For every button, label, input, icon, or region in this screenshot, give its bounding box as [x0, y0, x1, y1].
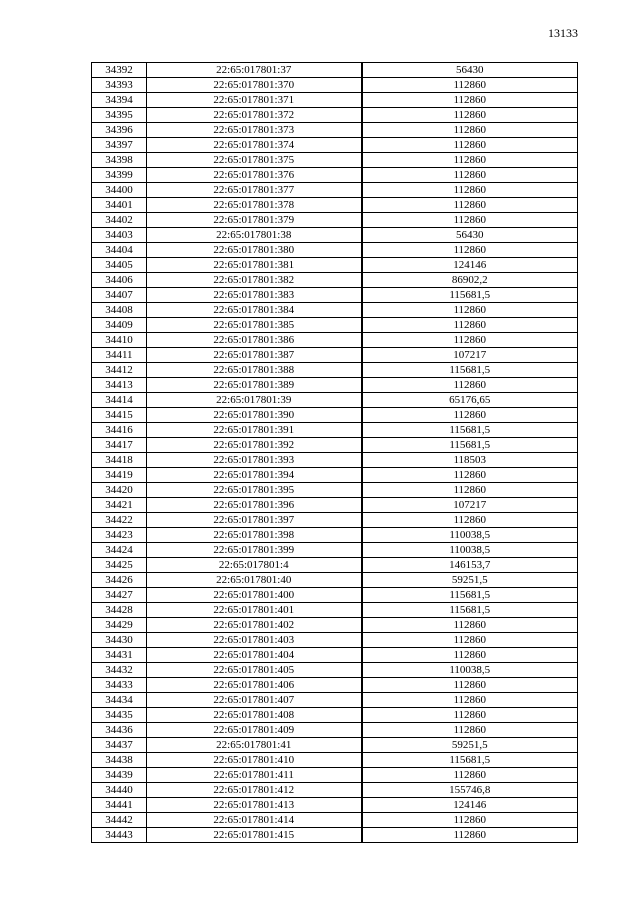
value-cell: 112860	[362, 768, 578, 783]
cadastral-number-cell: 22:65:017801:398	[147, 528, 362, 543]
value-cell: 112860	[362, 378, 578, 393]
cadastral-number-cell: 22:65:017801:396	[147, 498, 362, 513]
value-cell: 115681,5	[362, 363, 578, 378]
table-row	[92, 618, 578, 633]
value-cell: 112860	[362, 693, 578, 708]
row-number-cell: 34397	[92, 138, 147, 153]
cadastral-number-cell: 22:65:017801:403	[147, 633, 362, 648]
value-cell: 112860	[362, 303, 578, 318]
cadastral-number-cell: 22:65:017801:375	[147, 153, 362, 168]
row-number-cell: 34415	[92, 408, 147, 423]
table-row	[92, 663, 578, 678]
row-number-cell: 34419	[92, 468, 147, 483]
value-cell: 112860	[362, 468, 578, 483]
row-number-cell: 34440	[92, 783, 147, 798]
row-number-cell: 34399	[92, 168, 147, 183]
cadastral-number-cell: 22:65:017801:383	[147, 288, 362, 303]
cadastral-number-cell: 22:65:017801:387	[147, 348, 362, 363]
cadastral-number-cell: 22:65:017801:400	[147, 588, 362, 603]
table-row	[92, 273, 578, 288]
table-row	[92, 438, 578, 453]
row-number-cell: 34412	[92, 363, 147, 378]
table-row	[92, 633, 578, 648]
row-number-cell: 34437	[92, 738, 147, 753]
table-row	[92, 648, 578, 663]
value-cell: 112860	[362, 93, 578, 108]
row-number-cell: 34393	[92, 78, 147, 93]
table-row	[92, 168, 578, 183]
cadastral-number-cell: 22:65:017801:374	[147, 138, 362, 153]
value-cell: 155746,8	[362, 783, 578, 798]
row-number-cell: 34442	[92, 813, 147, 828]
value-cell: 112860	[362, 618, 578, 633]
table-row	[92, 453, 578, 468]
table-row	[92, 78, 578, 93]
cadastral-number-cell: 22:65:017801:392	[147, 438, 362, 453]
value-cell: 146153,7	[362, 558, 578, 573]
cadastral-number-cell: 22:65:017801:404	[147, 648, 362, 663]
table-row	[92, 363, 578, 378]
row-number-cell: 34422	[92, 513, 147, 528]
cadastral-number-cell: 22:65:017801:412	[147, 783, 362, 798]
cadastral-number-cell: 22:65:017801:373	[147, 123, 362, 138]
table-row	[92, 723, 578, 738]
row-number-cell: 34434	[92, 693, 147, 708]
cadastral-number-cell: 22:65:017801:390	[147, 408, 362, 423]
table-row	[92, 543, 578, 558]
row-number-cell: 34416	[92, 423, 147, 438]
table-row	[92, 93, 578, 108]
cadastral-number-cell: 22:65:017801:382	[147, 273, 362, 288]
value-cell: 124146	[362, 798, 578, 813]
value-cell: 112860	[362, 483, 578, 498]
row-number-cell: 34420	[92, 483, 147, 498]
row-number-cell: 34398	[92, 153, 147, 168]
table-row	[92, 198, 578, 213]
table-row	[92, 378, 578, 393]
row-number-cell: 34432	[92, 663, 147, 678]
row-number-cell: 34426	[92, 573, 147, 588]
cadastral-number-cell: 22:65:017801:393	[147, 453, 362, 468]
cadastral-number-cell: 22:65:017801:41	[147, 738, 362, 753]
table-row	[92, 513, 578, 528]
cadastral-number-cell: 22:65:017801:395	[147, 483, 362, 498]
value-cell: 107217	[362, 348, 578, 363]
row-number-cell: 34435	[92, 708, 147, 723]
value-cell: 112860	[362, 828, 578, 843]
row-number-cell: 34406	[92, 273, 147, 288]
cadastral-number-cell: 22:65:017801:38	[147, 228, 362, 243]
row-number-cell: 34425	[92, 558, 147, 573]
value-cell: 112860	[362, 408, 578, 423]
row-number-cell: 34394	[92, 93, 147, 108]
cadastral-number-cell: 22:65:017801:37	[147, 63, 362, 78]
value-cell: 112860	[362, 78, 578, 93]
value-cell: 124146	[362, 258, 578, 273]
row-number-cell: 34439	[92, 768, 147, 783]
value-cell: 112860	[362, 213, 578, 228]
table-row	[92, 153, 578, 168]
table-row	[92, 303, 578, 318]
cadastral-number-cell: 22:65:017801:389	[147, 378, 362, 393]
cadastral-number-cell: 22:65:017801:381	[147, 258, 362, 273]
row-number-cell: 34427	[92, 588, 147, 603]
row-number-cell: 34417	[92, 438, 147, 453]
cadastral-number-cell: 22:65:017801:40	[147, 573, 362, 588]
cadastral-number-cell: 22:65:017801:385	[147, 318, 362, 333]
table-row	[92, 783, 578, 798]
table-row	[92, 393, 578, 408]
cadastral-number-cell: 22:65:017801:415	[147, 828, 362, 843]
value-cell: 112860	[362, 183, 578, 198]
table-row	[92, 348, 578, 363]
value-cell: 110038,5	[362, 528, 578, 543]
value-cell: 112860	[362, 708, 578, 723]
row-number-cell: 34396	[92, 123, 147, 138]
table-row	[92, 213, 578, 228]
row-number-cell: 34428	[92, 603, 147, 618]
cadastral-number-cell: 22:65:017801:372	[147, 108, 362, 123]
row-number-cell: 34405	[92, 258, 147, 273]
value-cell: 115681,5	[362, 753, 578, 768]
row-number-cell: 34441	[92, 798, 147, 813]
value-cell: 112860	[362, 813, 578, 828]
row-number-cell: 34392	[92, 63, 147, 78]
table-row	[92, 183, 578, 198]
row-number-cell: 34430	[92, 633, 147, 648]
table-row	[92, 318, 578, 333]
row-number-cell: 34421	[92, 498, 147, 513]
row-number-cell: 34410	[92, 333, 147, 348]
table-row	[92, 423, 578, 438]
table-row	[92, 768, 578, 783]
value-cell: 112860	[362, 723, 578, 738]
value-cell: 107217	[362, 498, 578, 513]
cadastral-number-cell: 22:65:017801:388	[147, 363, 362, 378]
value-cell: 86902,2	[362, 273, 578, 288]
cadastral-number-cell: 22:65:017801:379	[147, 213, 362, 228]
row-number-cell: 34438	[92, 753, 147, 768]
table-body	[92, 63, 578, 843]
table-row	[92, 108, 578, 123]
cadastral-number-cell: 22:65:017801:407	[147, 693, 362, 708]
cadastral-number-cell: 22:65:017801:376	[147, 168, 362, 183]
cadastral-number-cell: 22:65:017801:411	[147, 768, 362, 783]
table-row	[92, 123, 578, 138]
row-number-cell: 34408	[92, 303, 147, 318]
cadastral-number-cell: 22:65:017801:371	[147, 93, 362, 108]
table-row	[92, 498, 578, 513]
value-cell: 56430	[362, 228, 578, 243]
value-cell: 112860	[362, 153, 578, 168]
row-number-cell: 34431	[92, 648, 147, 663]
row-number-cell: 34402	[92, 213, 147, 228]
row-number-cell: 34424	[92, 543, 147, 558]
cadastral-number-cell: 22:65:017801:380	[147, 243, 362, 258]
table-row	[92, 468, 578, 483]
value-cell: 112860	[362, 318, 578, 333]
row-number-cell: 34404	[92, 243, 147, 258]
table-row	[92, 813, 578, 828]
table-row	[92, 678, 578, 693]
value-cell: 112860	[362, 633, 578, 648]
value-cell: 112860	[362, 138, 578, 153]
row-number-cell: 34429	[92, 618, 147, 633]
value-cell: 110038,5	[362, 543, 578, 558]
table-row	[92, 708, 578, 723]
table-row	[92, 573, 578, 588]
value-cell: 115681,5	[362, 603, 578, 618]
row-number-cell: 34436	[92, 723, 147, 738]
table-row	[92, 243, 578, 258]
table-row	[92, 753, 578, 768]
table-row	[92, 588, 578, 603]
value-cell: 118503	[362, 453, 578, 468]
value-cell: 112860	[362, 123, 578, 138]
row-number-cell: 34401	[92, 198, 147, 213]
cadastral-number-cell: 22:65:017801:410	[147, 753, 362, 768]
row-number-cell: 34433	[92, 678, 147, 693]
row-number-cell: 34414	[92, 393, 147, 408]
table-row	[92, 558, 578, 573]
table-row	[92, 288, 578, 303]
table-row	[92, 828, 578, 843]
table-row	[92, 408, 578, 423]
cadastral-number-cell: 22:65:017801:378	[147, 198, 362, 213]
table-row	[92, 693, 578, 708]
table-row	[92, 138, 578, 153]
value-cell: 115681,5	[362, 288, 578, 303]
cadastral-number-cell: 22:65:017801:4	[147, 558, 362, 573]
table-row	[92, 603, 578, 618]
row-number-cell: 34411	[92, 348, 147, 363]
table-row	[92, 528, 578, 543]
row-number-cell: 34418	[92, 453, 147, 468]
cadastral-number-cell: 22:65:017801:405	[147, 663, 362, 678]
value-cell: 56430	[362, 63, 578, 78]
cadastral-number-cell: 22:65:017801:377	[147, 183, 362, 198]
table-row	[92, 258, 578, 273]
row-number-cell: 34413	[92, 378, 147, 393]
cadastral-number-cell: 22:65:017801:399	[147, 543, 362, 558]
table-row	[92, 738, 578, 753]
value-cell: 112860	[362, 243, 578, 258]
row-number-cell: 34409	[92, 318, 147, 333]
cadastral-number-cell: 22:65:017801:406	[147, 678, 362, 693]
value-cell: 59251,5	[362, 738, 578, 753]
cadastral-number-cell: 22:65:017801:39	[147, 393, 362, 408]
value-cell: 110038,5	[362, 663, 578, 678]
value-cell: 115681,5	[362, 438, 578, 453]
page-number: 13133	[548, 26, 578, 40]
cadastral-number-cell: 22:65:017801:370	[147, 78, 362, 93]
row-number-cell: 34443	[92, 828, 147, 843]
cadastral-number-cell: 22:65:017801:401	[147, 603, 362, 618]
value-cell: 59251,5	[362, 573, 578, 588]
table-row	[92, 483, 578, 498]
row-number-cell: 34403	[92, 228, 147, 243]
table-row	[92, 798, 578, 813]
cadastral-number-cell: 22:65:017801:386	[147, 333, 362, 348]
value-cell: 115681,5	[362, 423, 578, 438]
value-cell: 112860	[362, 168, 578, 183]
cadastral-number-cell: 22:65:017801:409	[147, 723, 362, 738]
value-cell: 112860	[362, 108, 578, 123]
cadastral-number-cell: 22:65:017801:394	[147, 468, 362, 483]
row-number-cell: 34423	[92, 528, 147, 543]
cadastral-number-cell: 22:65:017801:391	[147, 423, 362, 438]
cadastral-number-cell: 22:65:017801:402	[147, 618, 362, 633]
table-row	[92, 228, 578, 243]
cadastral-value-table	[91, 62, 578, 843]
value-cell: 112860	[362, 678, 578, 693]
cadastral-number-cell: 22:65:017801:414	[147, 813, 362, 828]
value-cell: 65176,65	[362, 393, 578, 408]
value-cell: 112860	[362, 513, 578, 528]
value-cell: 115681,5	[362, 588, 578, 603]
value-cell: 112860	[362, 333, 578, 348]
table-row	[92, 333, 578, 348]
cadastral-number-cell: 22:65:017801:408	[147, 708, 362, 723]
cadastral-number-cell: 22:65:017801:413	[147, 798, 362, 813]
value-cell: 112860	[362, 198, 578, 213]
cadastral-number-cell: 22:65:017801:397	[147, 513, 362, 528]
cadastral-number-cell: 22:65:017801:384	[147, 303, 362, 318]
row-number-cell: 34395	[92, 108, 147, 123]
table-row	[92, 63, 578, 78]
value-cell: 112860	[362, 648, 578, 663]
row-number-cell: 34407	[92, 288, 147, 303]
row-number-cell: 34400	[92, 183, 147, 198]
